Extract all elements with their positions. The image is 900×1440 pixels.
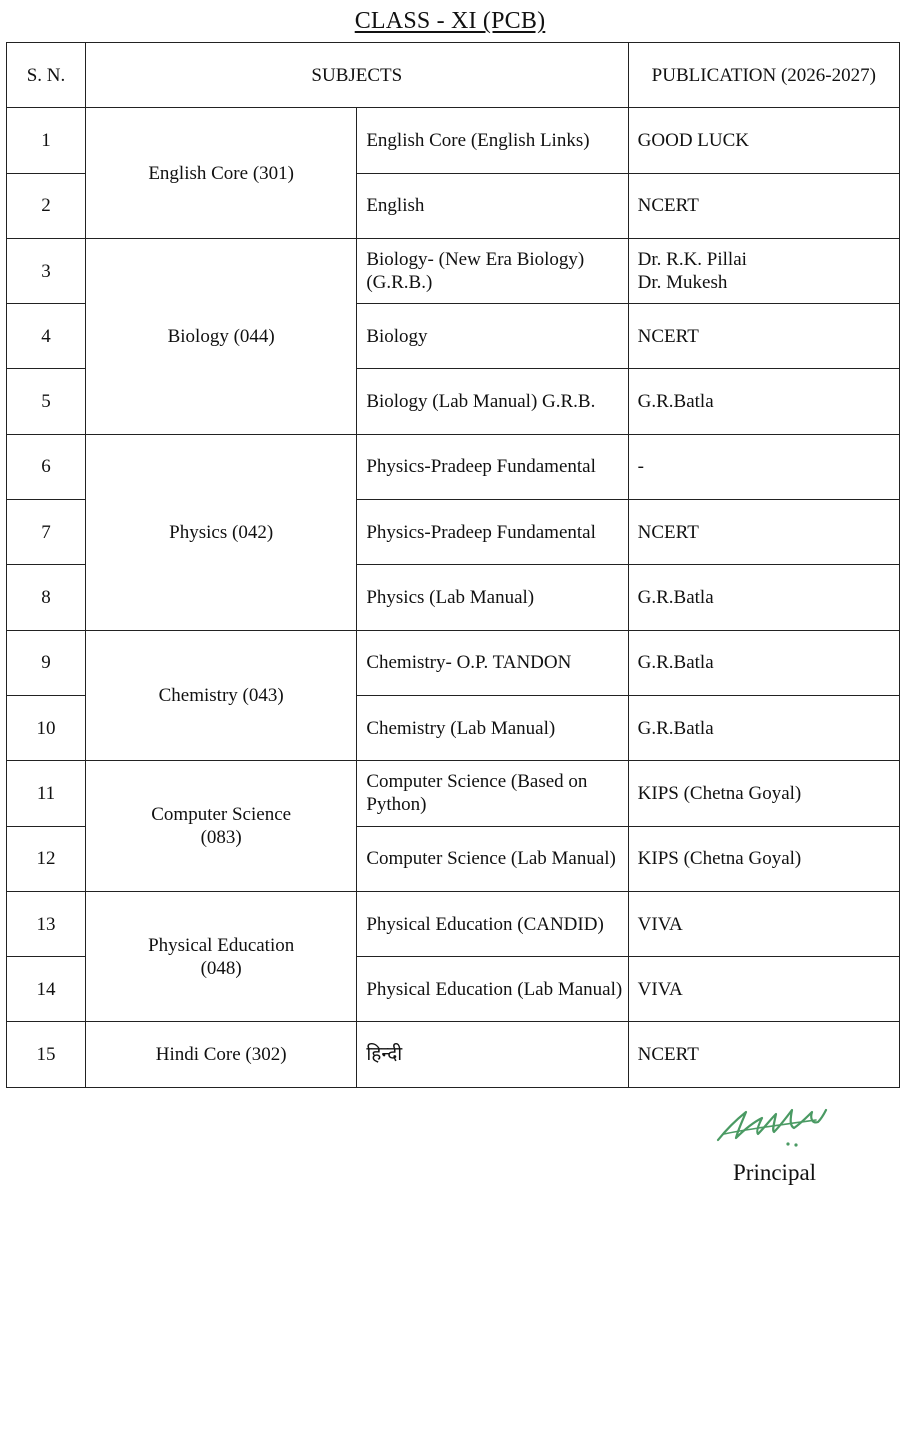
row-sn: 9 bbox=[7, 630, 86, 695]
book-list-table bbox=[6, 42, 900, 1088]
row-sn: 2 bbox=[7, 173, 86, 238]
publication-line: Dr. Mukesh bbox=[637, 272, 728, 294]
subject-line: (083) bbox=[200, 827, 242, 849]
subject-line: Physical Education bbox=[148, 934, 295, 956]
row-sn: 13 bbox=[7, 891, 86, 956]
row-sn: 5 bbox=[7, 369, 86, 434]
book-title: English Core (English Links) bbox=[357, 108, 628, 173]
book-title: Chemistry (Lab Manual) bbox=[357, 695, 628, 760]
row-sn: 15 bbox=[7, 1022, 86, 1087]
row-sn: 8 bbox=[7, 565, 86, 630]
publication-cell: G.R.Batla bbox=[628, 565, 899, 630]
publication-cell: NCERT bbox=[628, 500, 899, 565]
row-sn: 1 bbox=[7, 108, 86, 173]
header-subjects: SUBJECTS bbox=[86, 43, 629, 108]
publication-cell: NCERT bbox=[628, 173, 899, 238]
table-row bbox=[7, 238, 900, 303]
publication-cell: NCERT bbox=[628, 304, 899, 369]
publication-cell: NCERT bbox=[628, 1022, 899, 1087]
publication-line: Dr. R.K. Pillai bbox=[637, 249, 747, 271]
row-sn: 7 bbox=[7, 500, 86, 565]
publication-cell: G.R.Batla bbox=[628, 695, 899, 760]
subject-cell: Physics (042) bbox=[86, 434, 357, 630]
book-title: Physics-Pradeep Fundamental bbox=[357, 434, 628, 499]
book-title: Biology bbox=[357, 304, 628, 369]
subject-line: (048) bbox=[200, 957, 242, 979]
row-sn: 14 bbox=[7, 957, 86, 1022]
book-title: Physical Education (Lab Manual) bbox=[357, 957, 628, 1022]
publication-cell: G.R.Batla bbox=[628, 630, 899, 695]
subject-cell: Hindi Core (302) bbox=[86, 1022, 357, 1087]
subject-cell: Biology (044) bbox=[86, 238, 357, 434]
page-title: CLASS - XI (PCB) bbox=[354, 8, 546, 34]
table-row bbox=[7, 434, 900, 499]
signature-dot bbox=[786, 1142, 789, 1145]
signature-stroke bbox=[718, 1110, 826, 1140]
book-title: हिन्दी bbox=[357, 1022, 628, 1087]
row-sn: 6 bbox=[7, 434, 86, 499]
table-row bbox=[7, 891, 900, 956]
header-publication: PUBLICATION (2026-2027) bbox=[628, 43, 899, 108]
publication-cell: KIPS (Chetna Goyal) bbox=[628, 826, 899, 891]
row-sn: 12 bbox=[7, 826, 86, 891]
book-title: Physics-Pradeep Fundamental bbox=[357, 500, 628, 565]
table-row bbox=[7, 108, 900, 173]
principal-signature bbox=[712, 1100, 837, 1152]
subject-cell: Chemistry (043) bbox=[86, 630, 357, 761]
subject-cell bbox=[86, 761, 357, 892]
book-title: Computer Science (Based on Python) bbox=[357, 761, 628, 826]
subject-cell: English Core (301) bbox=[86, 108, 357, 239]
book-title: Physical Education (CANDID) bbox=[357, 891, 628, 956]
publication-cell: G.R.Batla bbox=[628, 369, 899, 434]
row-sn: 4 bbox=[7, 304, 86, 369]
publication-cell: - bbox=[628, 434, 899, 499]
row-sn: 11 bbox=[7, 761, 86, 826]
subject-line: Computer Science bbox=[151, 804, 292, 826]
table-row bbox=[7, 630, 900, 695]
publication-cell: VIVA bbox=[628, 957, 899, 1022]
publication-cell: KIPS (Chetna Goyal) bbox=[628, 761, 899, 826]
book-title: Computer Science (Lab Manual) bbox=[357, 826, 628, 891]
header-sn: S. N. bbox=[7, 43, 86, 108]
table-header-row bbox=[7, 43, 900, 108]
principal-label: Principal bbox=[733, 1160, 817, 1185]
publication-cell bbox=[628, 238, 899, 303]
signature-dot bbox=[794, 1143, 797, 1146]
publication-cell: GOOD LUCK bbox=[628, 108, 899, 173]
row-sn: 3 bbox=[7, 238, 86, 303]
subject-cell bbox=[86, 891, 357, 1022]
table-row bbox=[7, 761, 900, 826]
book-title: Physics (Lab Manual) bbox=[357, 565, 628, 630]
book-title: Biology- (New Era Biology) (G.R.B.) bbox=[357, 238, 628, 303]
book-title: Chemistry- O.P. TANDON bbox=[357, 630, 628, 695]
table-row bbox=[7, 1022, 900, 1087]
row-sn: 10 bbox=[7, 695, 86, 760]
publication-cell: VIVA bbox=[628, 891, 899, 956]
book-title: English bbox=[357, 173, 628, 238]
book-title: Biology (Lab Manual) G.R.B. bbox=[357, 369, 628, 434]
